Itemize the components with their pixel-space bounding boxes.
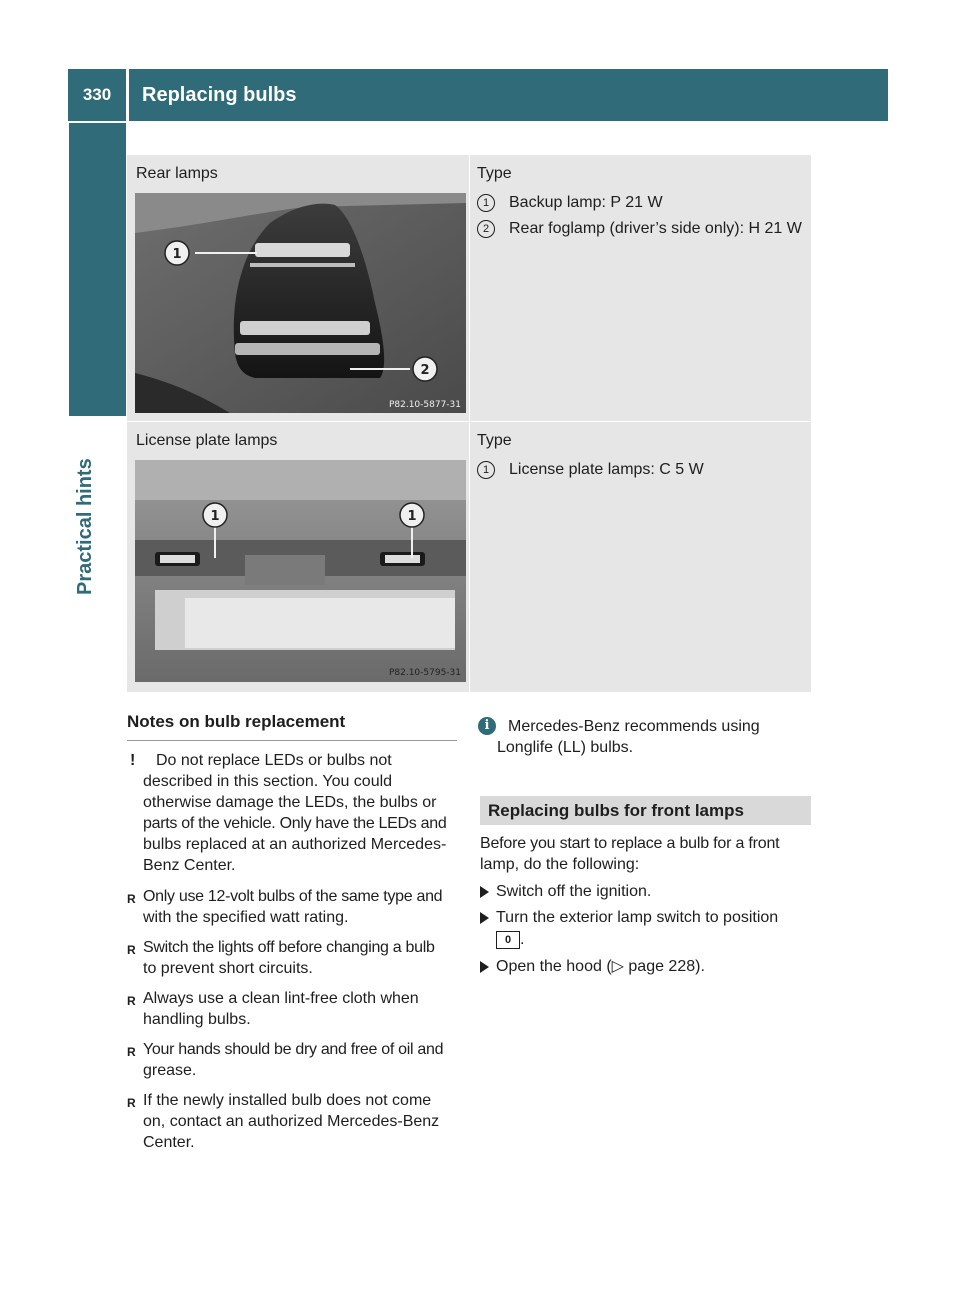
license-lamp-photo (135, 460, 466, 682)
type-item-text: Backup lamp: P 21 W (509, 194, 663, 212)
rear-lamp-photo (135, 193, 466, 413)
step-text: Turn the exterior lamp switch to position (496, 909, 779, 926)
svg-text:1: 1 (210, 509, 220, 524)
list-item (127, 1090, 462, 1156)
warning-line: bulbs replaced at an authorized Mercedes- (143, 836, 447, 853)
step-arrow-icon (480, 886, 489, 898)
list-item (127, 988, 462, 1032)
list-item (127, 1039, 462, 1083)
bullet-line: handling bulbs. (143, 1011, 251, 1028)
type-item-text: License plate lamps: C 5 W (509, 461, 704, 479)
bullet-mark: R (127, 943, 136, 957)
bullet-line: with the specified watt rating. (143, 909, 349, 926)
step-item (480, 907, 812, 951)
header-separator (126, 69, 129, 121)
step-suffix: . (520, 931, 525, 948)
bullet-line: Center. (143, 1134, 195, 1151)
intro-line: lamp, do the following: (480, 856, 640, 873)
front-intro (480, 833, 812, 875)
type-item (477, 220, 802, 238)
info-icon: i (478, 717, 496, 735)
bullet-line: Switch the lights off before changing a bulb (143, 939, 435, 956)
bullet-line: Always use a clean lint-free cloth when (143, 990, 419, 1007)
section-title: Notes on bulb replacement (127, 712, 457, 741)
info-line: Mercedes-Benz recommends using (508, 718, 760, 735)
intro-line: Before you start to replace a bulb for a front (480, 835, 780, 852)
type-label: Type (477, 165, 512, 182)
type-item-text: Rear foglamp (driver’s side only): H 21 W (509, 220, 802, 238)
info-note (478, 716, 813, 760)
warning-line: described in this section. You could (143, 773, 393, 790)
bullet-mark: R (127, 1045, 136, 1059)
step-arrow-icon (480, 912, 489, 924)
type-item (477, 194, 663, 212)
side-section-label: Practical hints (74, 458, 96, 595)
bullet-line: to prevent short circuits. (143, 960, 313, 977)
type-item (477, 461, 704, 479)
warning-line: Benz Center. (143, 857, 236, 874)
warning-line: otherwise damage the LEDs, the bulbs or (143, 794, 437, 811)
table-cell-lamp (127, 422, 469, 692)
step-arrow-icon (480, 961, 489, 973)
step-text: Switch off the ignition. (496, 883, 652, 900)
bullet-line: Your hands should be dry and free of oil and (143, 1041, 444, 1058)
bullet-line: Only use 12-volt bulbs of the same type and (143, 888, 443, 905)
bullet-mark: R (127, 892, 136, 906)
lamp-switch-position-icon: 0 (496, 931, 520, 949)
page-header (68, 69, 888, 121)
callout-number: 1 (477, 194, 495, 212)
svg-text:2: 2 (420, 363, 430, 378)
page-number: 330 (82, 85, 112, 104)
bullet-line: on, contact an authorized Mercedes-Benz (143, 1113, 440, 1130)
bullet-mark: R (127, 1096, 136, 1110)
notes-section (127, 712, 459, 741)
table-cell-lamp (127, 155, 469, 421)
svg-text:1: 1 (407, 509, 417, 524)
bullet-line: grease. (143, 1062, 197, 1079)
callout-number: 2 (477, 220, 495, 238)
lamp-label: Rear lamps (136, 165, 218, 182)
warning-mark: ! (130, 752, 136, 769)
photo-code: P82.10-5795-31 (388, 668, 461, 678)
step-item (480, 881, 812, 902)
step-text: Open the hood (▷ page 228). (496, 958, 705, 975)
side-tab (69, 123, 126, 416)
info-line: Longlife (LL) bulbs. (497, 739, 634, 756)
table-cell-type (470, 422, 811, 692)
table-cell-type (470, 155, 811, 421)
bullet-mark: R (127, 994, 136, 1008)
section-heading: Replacing bulbs for front lamps (480, 796, 811, 825)
warning-line: Do not replace LEDs or bulbs not (156, 752, 392, 769)
list-item (127, 937, 462, 981)
type-label: Type (477, 432, 512, 449)
step-item (480, 956, 812, 977)
callout-number: 1 (477, 461, 495, 479)
page-title: Replacing bulbs (142, 83, 297, 106)
list-item (127, 886, 462, 930)
bullet-line: If the newly installed bulb does not come (143, 1092, 432, 1109)
warning-line: parts of the vehicle. Only have the LEDs and (143, 815, 447, 832)
photo-code: P82.10-5877-31 (388, 400, 461, 410)
svg-text:1: 1 (172, 247, 182, 262)
lamp-label: License plate lamps (136, 432, 278, 449)
bulb-table (127, 155, 811, 692)
